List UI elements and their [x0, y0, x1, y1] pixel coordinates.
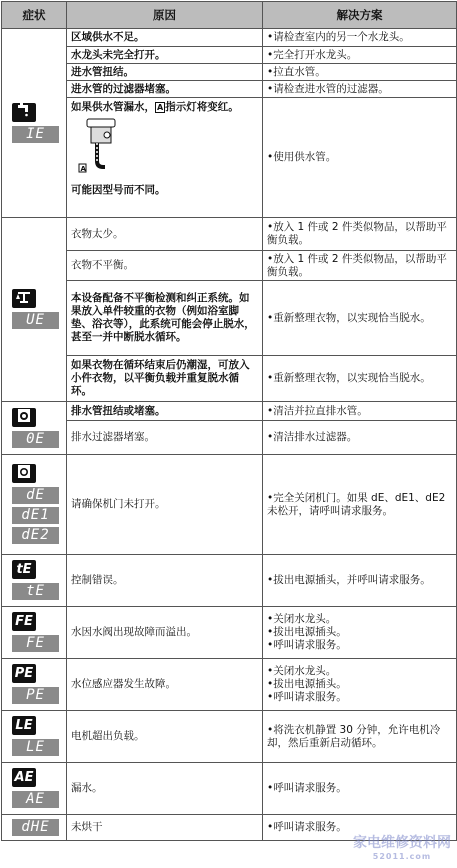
table-row — [2, 98, 457, 218]
cause-text: 电机超出负载。 — [67, 711, 263, 763]
error-code-de2: dE2 — [12, 527, 59, 544]
table-row — [2, 218, 457, 251]
cause-text: 区域供水不足。 — [67, 29, 263, 47]
balance-icon — [12, 289, 36, 308]
solution-text: •清洁并拉直排水管。 — [263, 402, 457, 421]
fe-icon: FE — [12, 612, 36, 631]
solution-line: •拔出电源插头。 — [267, 678, 452, 691]
solution-text: •呼叫请求服务。 — [263, 815, 457, 841]
cause-text: 未烘干 — [67, 815, 263, 841]
te-symptom — [2, 555, 67, 607]
solution-text: •将洗衣机静置 30 分钟，允许电机冷却，然后重新启动循环。 — [263, 711, 457, 763]
solution-line: •呼叫请求服务。 — [267, 639, 452, 652]
cause-text: 进水管扭结。 — [67, 64, 263, 81]
solution-text: •拉直水管。 — [263, 64, 457, 81]
solution-text: •请检查进水管的过滤器。 — [263, 81, 457, 98]
cause-text: 如果衣物在循环结束后仍潮湿，可放入小件衣物，以平衡负载并重复脱水循环。 — [67, 356, 263, 402]
solution-text: •拔出电源插头，并呼叫请求服务。 — [263, 555, 457, 607]
solution-line: •呼叫请求服务。 — [267, 691, 452, 704]
cause-text: 衣物不平衡。 — [67, 251, 263, 281]
drain-symptom — [2, 402, 67, 455]
solution-header: 解决方案 — [263, 2, 457, 29]
le-icon: LE — [12, 716, 36, 735]
table-row — [2, 281, 457, 356]
door-symptom — [2, 455, 67, 555]
error-code-ae: AE — [12, 791, 59, 808]
table-row — [2, 47, 457, 64]
error-code-de: dE — [12, 487, 59, 504]
error-code-0e: 0E — [12, 431, 59, 448]
table-row — [2, 29, 457, 47]
solution-text: •完全关闭机门。如果 dE、dE1、dE2 未松开，请呼叫请求服务。 — [263, 455, 457, 555]
error-code-ie: IE — [12, 126, 59, 143]
faucet-icon — [12, 103, 36, 122]
cause-text: 漏水。 — [67, 763, 263, 815]
table-row — [2, 64, 457, 81]
water-hose-icon — [77, 117, 127, 177]
leak-cause-text: 如果供水管漏水， — [71, 101, 155, 113]
error-code-fe: FE — [12, 635, 59, 652]
ae-symptom — [2, 763, 67, 815]
solution-text — [263, 659, 457, 711]
cause-text: 衣物太少。 — [67, 218, 263, 251]
ae-icon: AE — [12, 768, 36, 787]
header-row — [2, 2, 457, 29]
watermark-url: 52011.com — [353, 852, 451, 861]
balance-symptom — [2, 218, 67, 402]
error-code-dhe: dHE — [12, 819, 59, 836]
table-row — [2, 659, 457, 711]
solution-line: •关闭水龙头。 — [267, 665, 452, 678]
solution-line: •关闭水龙头。 — [267, 613, 452, 626]
error-code-pe: PE — [12, 687, 59, 704]
cause-text: 排水过滤器堵塞。 — [67, 421, 263, 455]
solution-text: •完全打开水龙头。 — [263, 47, 457, 64]
table-row — [2, 555, 457, 607]
svg-text:A: A — [81, 165, 87, 173]
solution-text: •重新整理衣物，以实现恰当脱水。 — [263, 356, 457, 402]
solution-text: •清洁排水过滤器。 — [263, 421, 457, 455]
cause-text: 本设备配备不平衡检测和纠正系统。如果放入单件较重的衣物（例如浴室脚垫、浴衣等），此系统可能会停止脱水，甚至一并中断脱水循环。 — [67, 281, 263, 356]
table-row — [2, 421, 457, 455]
cause-text: 请确保机门未打开。 — [67, 455, 263, 555]
symptom-header: 症状 — [2, 2, 67, 29]
table-row — [2, 402, 457, 421]
door-icon — [12, 464, 36, 483]
table-row — [2, 251, 457, 281]
solution-text: •放入 1 件或 2 件类似物品，以帮助平衡负载。 — [263, 218, 457, 251]
table-row — [2, 356, 457, 402]
error-code-ue: UE — [12, 312, 59, 329]
drain-icon — [12, 408, 36, 427]
table-row — [2, 711, 457, 763]
solution-line: •拔出电源插头。 — [267, 626, 452, 639]
water-symptom — [2, 29, 67, 218]
table-row — [2, 455, 457, 555]
cause-text: 水位感应器发生故障。 — [67, 659, 263, 711]
fe-symptom — [2, 607, 67, 659]
dhe-symptom — [2, 815, 67, 841]
leak-cause-text-2: 指示灯将变红。 — [165, 101, 239, 113]
table-row — [2, 607, 457, 659]
le-symptom — [2, 711, 67, 763]
cause-text: 水因水阀出现故障而溢出。 — [67, 607, 263, 659]
pe-icon: PE — [12, 664, 36, 683]
troubleshooting-table — [1, 1, 457, 841]
pe-symptom — [2, 659, 67, 711]
watermark-title: 家电维修资料网 — [353, 835, 451, 851]
table-row — [2, 81, 457, 98]
cause-text: 排水管扭结或堵塞。 — [67, 402, 263, 421]
solution-text: •呼叫请求服务。 — [263, 763, 457, 815]
watermark — [353, 832, 451, 861]
solution-text — [263, 607, 457, 659]
leak-note: 可能因型号而不同。 — [71, 184, 258, 197]
cause-text: 控制错误。 — [67, 555, 263, 607]
cause-text: 进水管的过滤器堵塞。 — [67, 81, 263, 98]
error-code-de1: dE1 — [12, 507, 59, 524]
solution-text: •请检查室内的另一个水龙头。 — [263, 29, 457, 47]
table-row — [2, 763, 457, 815]
solution-text: •重新整理衣物，以实现恰当脱水。 — [263, 281, 457, 356]
te-icon: tE — [12, 560, 36, 579]
cause-text: 水龙头未完全打开。 — [67, 47, 263, 64]
cause-header: 原因 — [67, 2, 263, 29]
error-code-te: tE — [12, 583, 59, 600]
leak-cause — [67, 98, 263, 218]
marker-a: A — [155, 102, 165, 113]
solution-text: •使用供水管。 — [263, 98, 457, 218]
solution-text: •放入 1 件或 2 件类似物品，以帮助平衡负载。 — [263, 251, 457, 281]
error-code-le: LE — [12, 739, 59, 756]
